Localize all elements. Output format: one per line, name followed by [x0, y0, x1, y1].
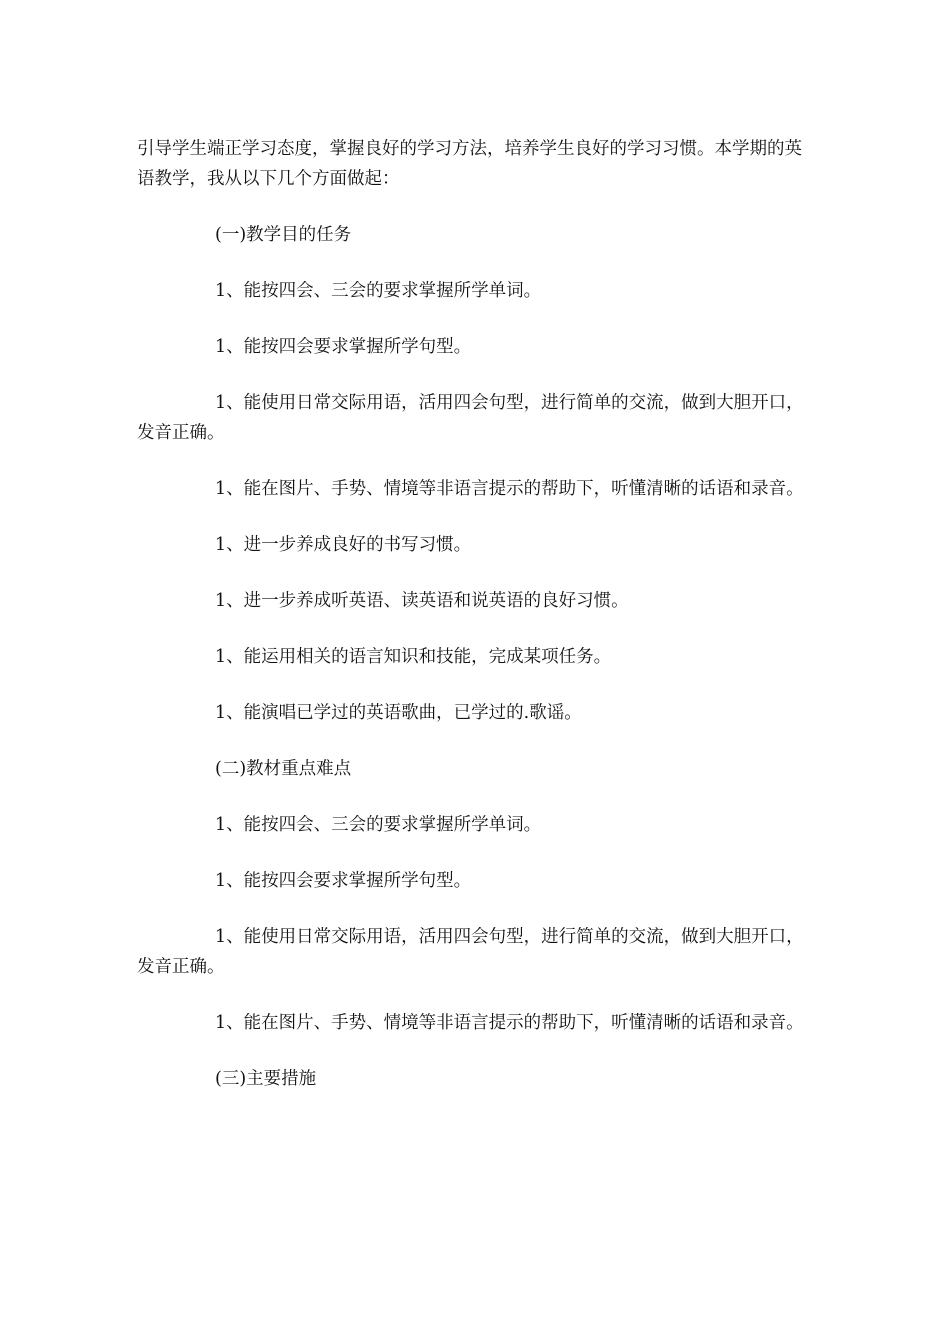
list-item: 1、能使用日常交际用语，活用四会句型，进行简单的交流，做到大胆开口，发音正确。	[137, 927, 804, 977]
list-item: 1、进一步养成听英语、读英语和说英语的良好习惯。	[215, 591, 629, 611]
list-item: 1、能在图片、手势、情境等非语言提示的帮助下，听懂清晰的话语和录音。	[215, 479, 804, 499]
list-item: 1、能使用日常交际用语，活用四会句型，进行简单的交流，做到大胆开口，发音正确。	[137, 393, 804, 443]
list-item: 1、进一步养成良好的书写习惯。	[215, 535, 472, 555]
list-item: 1、能按四会、三会的要求掌握所学单词。	[215, 815, 542, 835]
list-item: 1、能按四会、三会的要求掌握所学单词。	[215, 281, 542, 301]
section-heading-main-measures: (三)主要措施	[215, 1069, 317, 1089]
list-item: 1、能按四会要求掌握所学句型。	[215, 871, 472, 891]
list-item: 1、能按四会要求掌握所学句型。	[215, 337, 472, 357]
list-item: 1、能演唱已学过的英语歌曲，已学过的.歌谣。	[215, 703, 582, 723]
list-item: 1、能在图片、手势、情境等非语言提示的帮助下，听懂清晰的话语和录音。	[215, 1013, 804, 1033]
list-item: 1、能运用相关的语言知识和技能，完成某项任务。	[215, 647, 612, 667]
document-body	[137, 134, 813, 1120]
section-heading-teaching-goals: (一)教学目的任务	[215, 225, 352, 245]
section-heading-key-points: (二)教材重点难点	[215, 759, 352, 779]
intro-paragraph: 引导学生端正学习态度，掌握良好的学习方法，培养学生良好的学习习惯。本学期的英语教学，我从以下几个方面做起：	[137, 139, 802, 189]
